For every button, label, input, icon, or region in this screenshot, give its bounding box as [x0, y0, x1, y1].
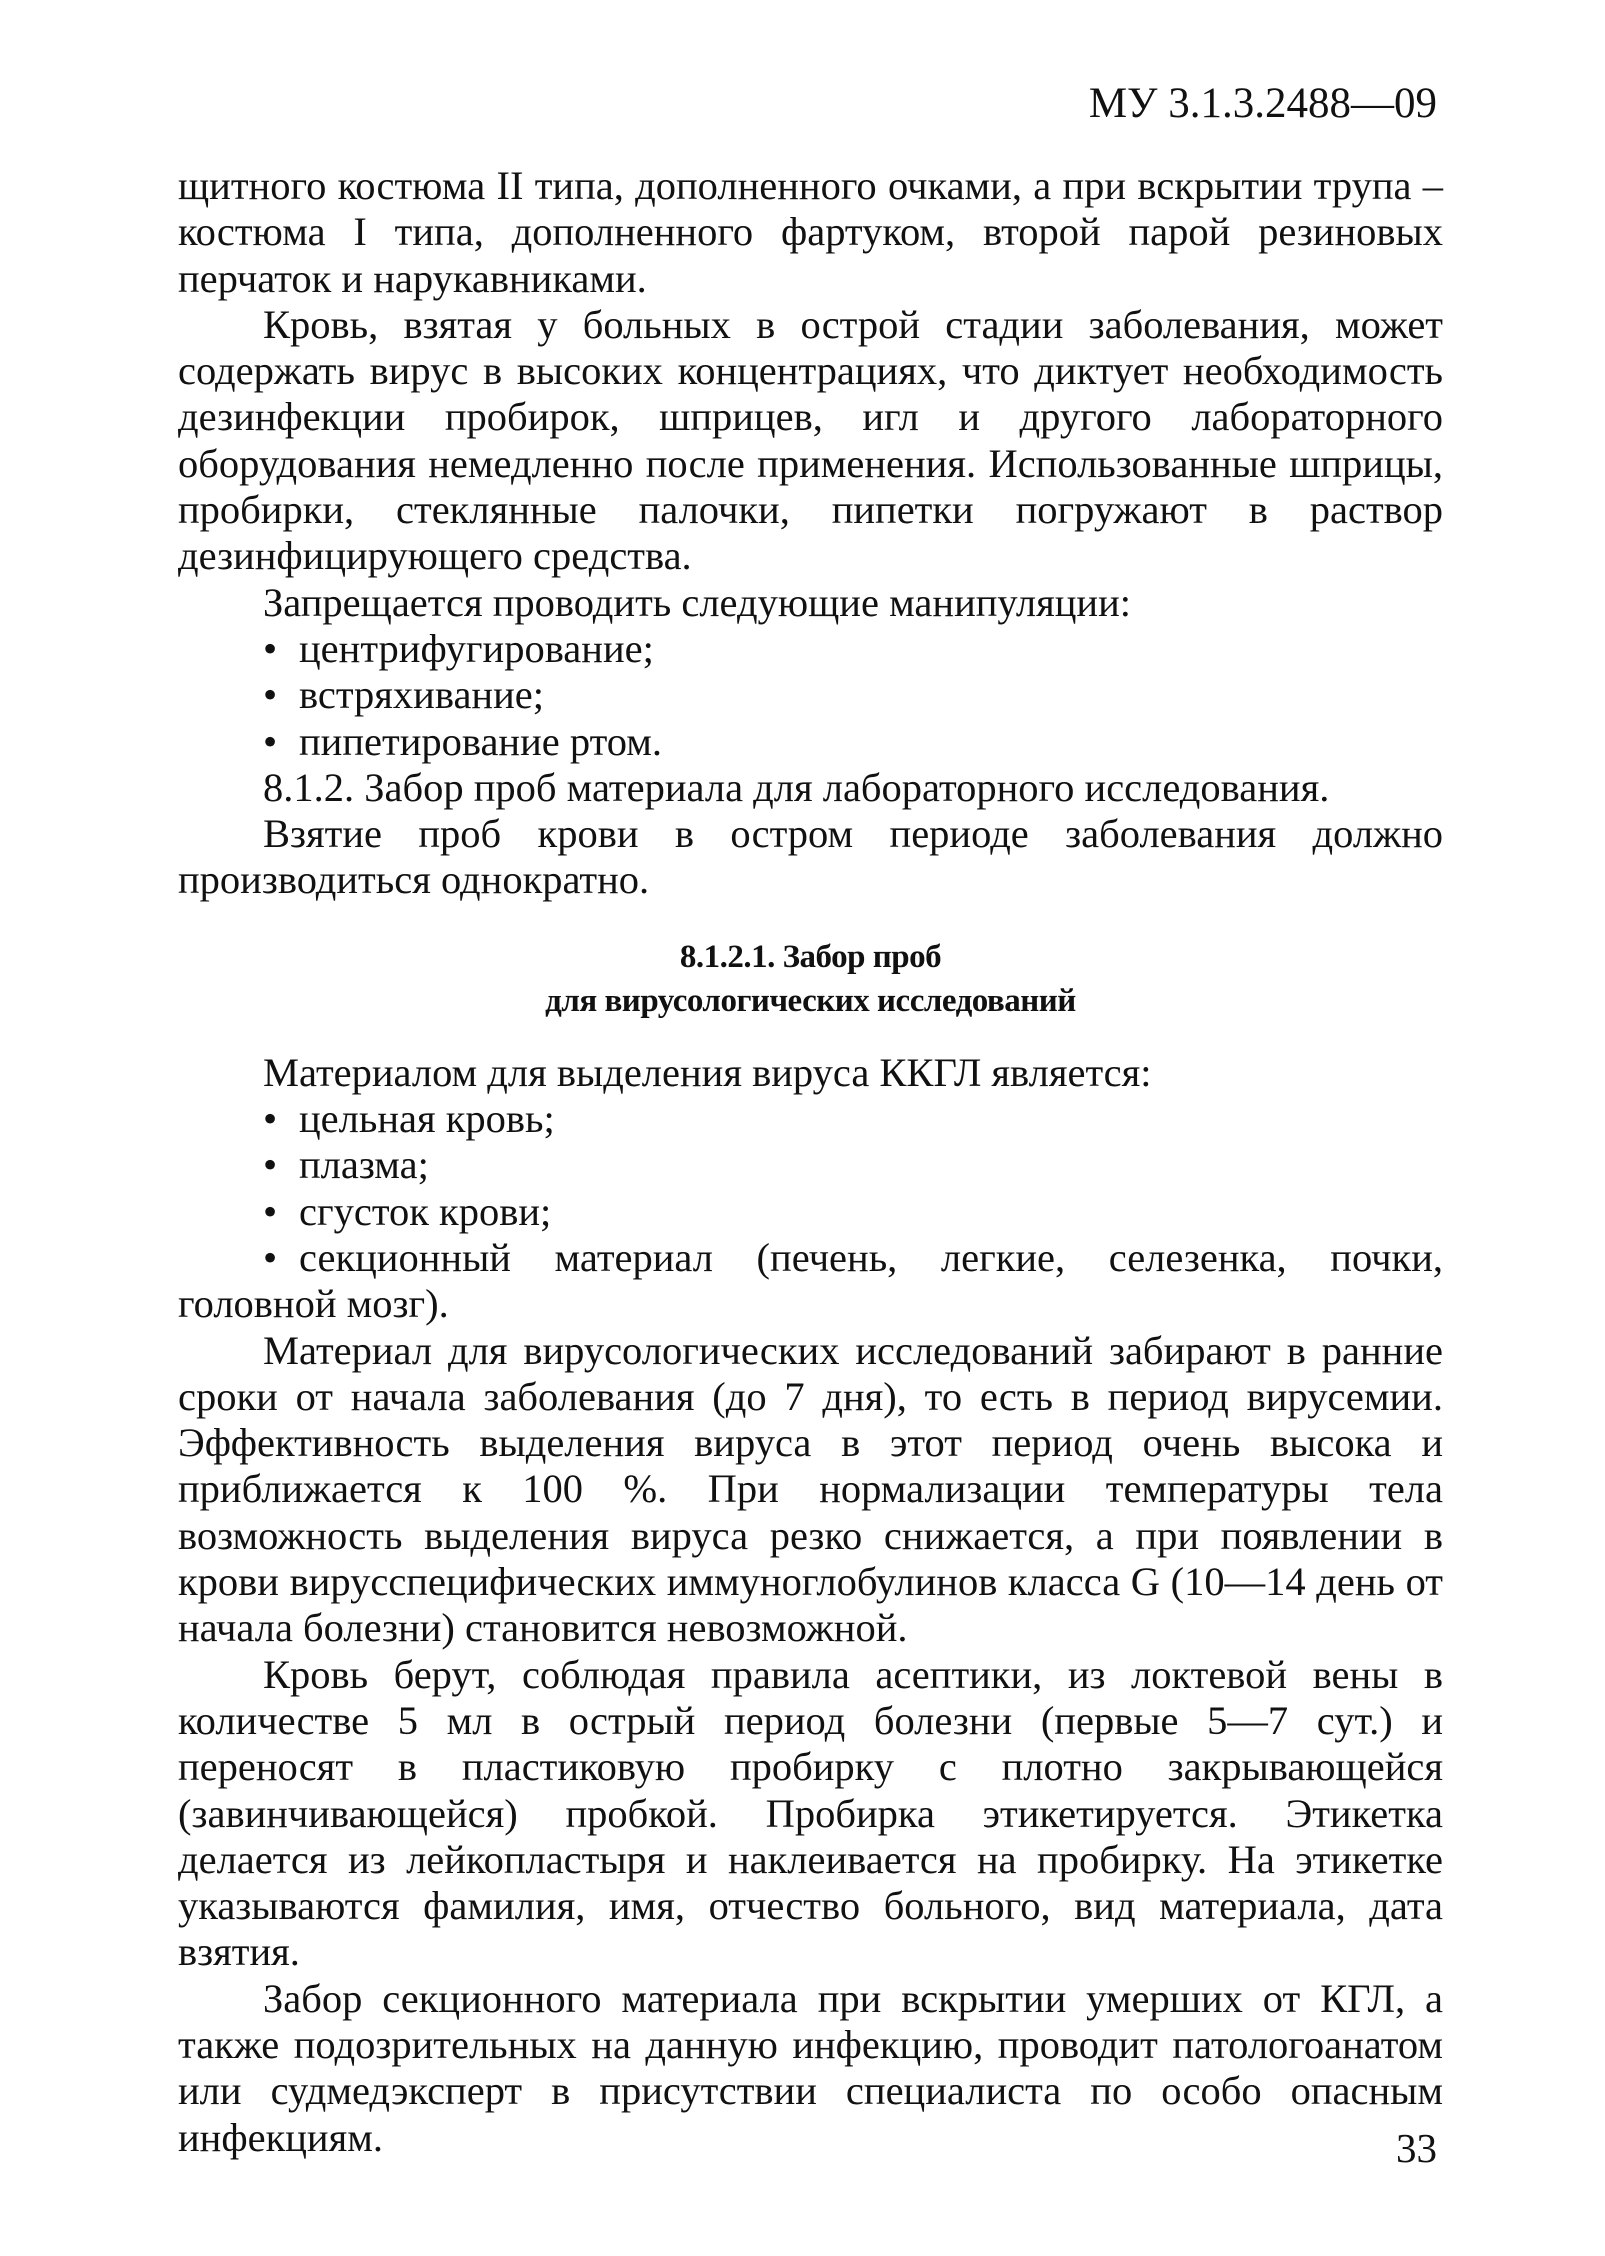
- paragraph-sectional-material: Забор секционного материала при вскрытии умерших от КГЛ, а также подозрительных на данную инфекцию, проводит патологоанатом или судмедэксперт в присутствии специалиста по особо опасным инфекциям.: [178, 1975, 1443, 2160]
- bullet-icon: •: [263, 718, 278, 764]
- subsection-heading-line2: для вирусологических исследований: [545, 982, 1076, 1019]
- list-item: • секционный материал (печень, легкие, селезенка, почки, головной мозг).: [178, 1234, 1443, 1327]
- paragraph-virology-timing: Материал для вирусологических исследований забирают в ранние сроки от начала заболевания (до 7 дня), то есть в период вирусемии. Эффективность выделения вируса в этот период очень высока и приближается к 100 %. При нормализации температуры тела возможность выделения вируса резко снижается, а при появлении в крови вирусспецифических иммуноглобулинов класса G (10—14 день от начала болезни) становится невозможной.: [178, 1327, 1443, 1651]
- paragraph-prohibited-intro: Запрещается проводить следующие манипуляции:: [263, 579, 1132, 625]
- bullet-icon: •: [263, 672, 278, 718]
- subsection-heading: [178, 935, 1443, 1023]
- paragraph-blood-collection: Кровь берут, соблюдая правила асептики, из локтевой вены в количестве 5 мл в острый период болезни (первые 5—7 сут.) и переносят в пластиковую пробирку с плотно закрывающейся (завинчивающейся) пробкой. Пробирка этикетируется. Этикетка делается из лейкопластыря и наклеивается на пробирку. На этикетке указываются фамилия, имя, отчество больного, вид материала, дата взятия.: [178, 1651, 1443, 1975]
- paragraph-material-intro: Материалом для выделения вируса ККГЛ является:: [263, 1049, 1152, 1095]
- document-code: МУ 3.1.3.2488—09: [1088, 80, 1437, 127]
- subsection-heading-line1: 8.1.2.1. Забор проб: [679, 938, 942, 975]
- page-number: 33: [1396, 2125, 1437, 2171]
- bullet-icon: •: [263, 1142, 278, 1188]
- paragraph-blood-sampling: Взятие проб крови в остром периоде заболевания должно производиться однократно.: [178, 811, 1443, 903]
- bullet-icon: •: [263, 625, 278, 671]
- section-8-1-2-heading: 8.1.2. Забор проб материала для лабораторного исследования.: [263, 764, 1330, 810]
- list-item: • плазма;: [263, 1142, 429, 1188]
- list-item: • пипетирование ртом.: [263, 718, 662, 764]
- list-item: • центрифугирование;: [263, 625, 654, 671]
- paragraph-continuation: щитного костюма II типа, дополненного очками, а при вскрытии трупа – костюма I типа, дополненного фартуком, второй парой резиновых перчаток и нарукавниками.: [178, 163, 1443, 301]
- list-material: [178, 1096, 1443, 1327]
- list-item: • встряхивание;: [263, 672, 544, 718]
- list-prohibited: [178, 626, 1443, 765]
- paragraph-blood-disinfection: Кровь, взятая у больных в острой стадии заболевания, может содержать вирус в высоких концентрациях, что диктует необходимость дезинфекции пробирок, шприцев, игл и другого лабораторного оборудования немедленно после применения. Использованные шприцы, пробирки, стеклянные палочки, пипетки погружают в раствор дезинфицирующего средства.: [178, 301, 1443, 579]
- bullet-icon: •: [263, 1096, 278, 1142]
- bullet-icon: •: [263, 1188, 278, 1234]
- list-item: • цельная кровь;: [263, 1096, 555, 1142]
- list-item: • сгусток крови;: [263, 1188, 552, 1234]
- page-body: [178, 163, 1443, 2161]
- bullet-icon: •: [263, 1234, 278, 1280]
